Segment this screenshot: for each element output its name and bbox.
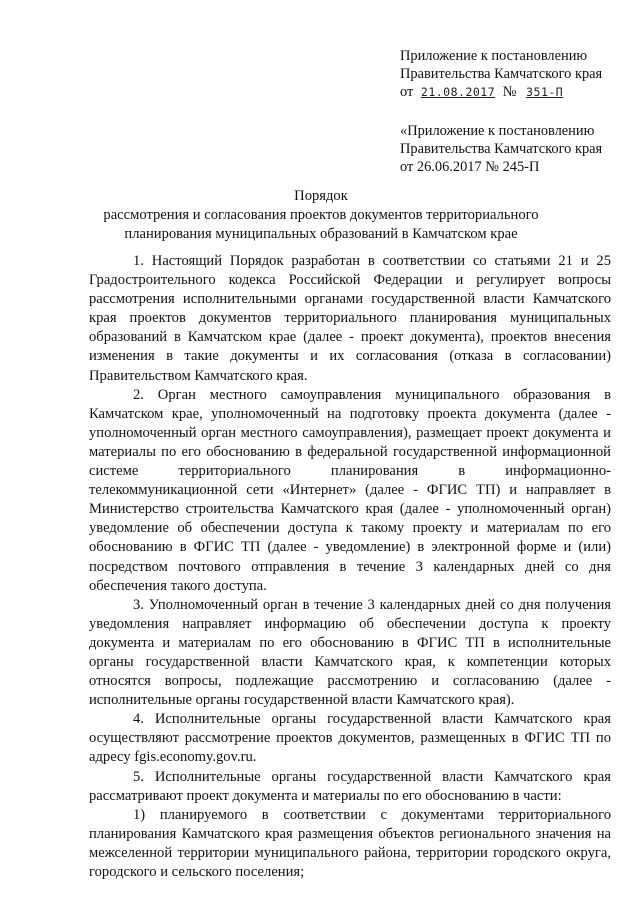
appendix-header: [400, 47, 615, 101]
header-date: 21.08.2017: [420, 85, 496, 99]
paragraph-5: 5. Исполнительные органы государственной власти Камчатского края рассматривают проект документа и материалы по его обоснованию в части:: [89, 768, 611, 804]
original-appendix-header: [400, 122, 615, 176]
header2-line-2: Правительства Камчатского края: [400, 141, 603, 157]
header-from-label: от: [400, 84, 414, 100]
title-subtitle: рассмотрения и согласования проектов документов территориального планирования муниципальных образований в Камчатском крае: [103, 207, 539, 242]
header-number-label: №: [502, 84, 517, 100]
document-body: [89, 252, 611, 882]
header2-line-1: «Приложение к постановлению: [400, 123, 595, 139]
header-number: 351-П: [526, 85, 564, 99]
document-title: [90, 187, 552, 244]
paragraph-4: 4. Исполнительные органы государственной власти Камчатского края осуществляют рассмотрение проектов документов, размещенных в ФГИС ТП по адресу fgis.economy.gov.ru.: [89, 711, 611, 766]
title-word: Порядок: [294, 188, 348, 204]
paragraph-1: 1. Настоящий Порядок разработан в соответствии со статьями 21 и 25 Градостроительного кодекса Российской Федерации и регулирует вопросы рассмотрения исполнительными органами государственной власти Камчатского края проектов документов территориального планирования муниципальных образований в Камчатском крае (далее - проект документа), проектов внесения изменения в такие документы и их согласования (отказа в согласовании) Правительством Камчатского края.: [89, 253, 611, 384]
header-line-1: Приложение к постановлению: [400, 48, 588, 64]
paragraph-3: 3. Уполномоченный орган в течение 3 календарных дней со дня получения уведомления направляет информацию об обеспечении доступа к проекту документа и материалам по его обоснованию в ФГИС ТП в исполнительные органы государственной власти Камчатского края, к компетенции которых относятся вопросы, подлежащие рассмотрению и согласованию (далее - исполнительные органы государственной власти Камчатского края).: [89, 596, 611, 709]
paragraph-5-item-1: 1) планируемого в соответствии с документами территориального планирования Камчатского края размещения объектов регионального значения на межселенной территории муниципального района, территории городского округа, городского и сельского поселения;: [89, 806, 611, 880]
header-date-line: [400, 83, 615, 101]
header2-line-3: от 26.06.2017 № 245-П: [400, 159, 540, 175]
paragraph-2: 2. Орган местного самоуправления муниципального образования в Камчатском крае, уполномоченный на подготовку проекта документа (далее - уполномоченный орган местного самоуправления), размещает проект документа и материалы по его обоснованию в федеральной государственной информационной системе территориального планирования в информационно-телекоммуникационной сети «Интернет» (далее - ФГИС ТП) и направляет в Министерство строительства Камчатского края (далее - уполномоченный орган) уведомление об обеспечении доступа к такому проекту и материалам по его обоснованию в ФГИС ТП (далее - уведомление) в электронной форме и (или) посредством почтового отправления в течение 3 календарных дней со дня обеспечения такого доступа.: [89, 386, 611, 594]
header-line-2: Правительства Камчатского края: [400, 66, 603, 82]
